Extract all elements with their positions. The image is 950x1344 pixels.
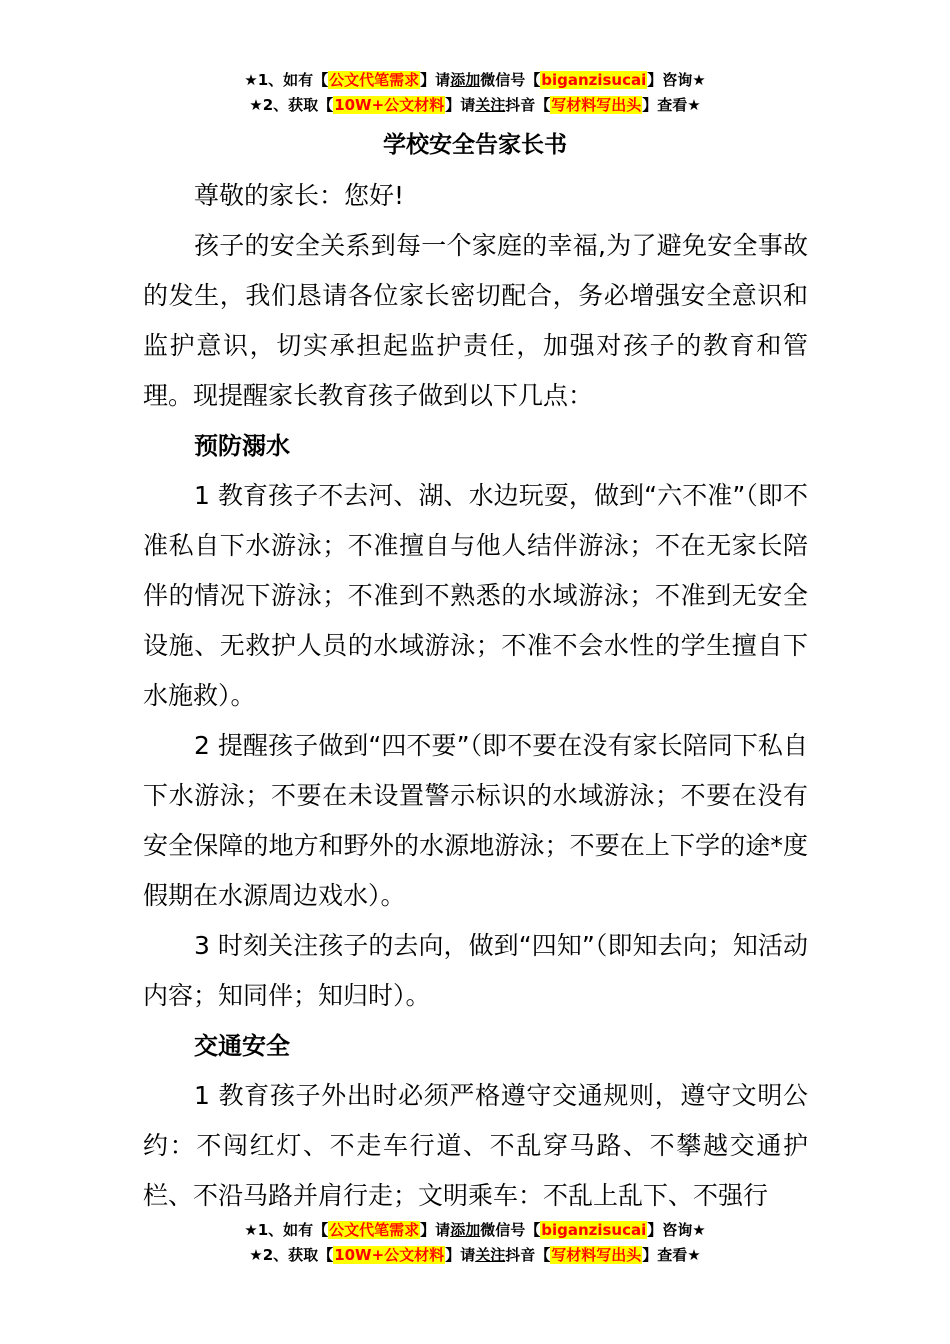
footer-highlight-service: 公文代笔需求 <box>329 1221 420 1239</box>
footer-banner-line-1: ★1、如有【公文代笔需求】请添加微信号【biganzisucai】咨询★ <box>244 1221 706 1239</box>
drowning-item-2: 2 提醒孩子做到“四不要”（即不要在没有家长陪同下私自下水游泳；不要在未设置警示标识的水域游泳；不要在没有安全保障的地方和野外的水源地游泳；不要在上下学的途*度假期在水源周边戏水）。 <box>143 731 808 910</box>
highlight-wechat-id: biganzisucai <box>541 71 647 89</box>
footer-highlight-wechat-id: biganzisucai <box>541 1221 647 1239</box>
footer-highlight-materials: 10W+公文材料 <box>334 1246 445 1264</box>
highlight-douyin-account: 写材料写出头 <box>551 96 642 114</box>
header-banner <box>0 68 950 118</box>
footer-highlight-douyin-account: 写材料写出头 <box>551 1246 642 1264</box>
banner-line-2: ★2、获取【10W+公文材料】请关注抖音【写材料写出头】查看★ <box>249 96 701 114</box>
section-heading-traffic: 交通安全 <box>194 1032 290 1060</box>
intro-paragraph: 孩子的安全关系到每一个家庭的幸福,为了避免安全事故的发生，我们恳请各位家长密切配合，务必增强安全意识和监护意识，切实承担起监护责任，加强对孩子的教育和管理。现提醒家长教育孩子做到以下几点： <box>143 231 808 410</box>
section-heading-drowning: 预防溺水 <box>194 432 290 460</box>
document-body <box>143 171 808 1221</box>
banner-line-1: ★1、如有【公文代笔需求】请添加微信号【biganzisucai】咨询★ <box>244 71 706 89</box>
footer-banner-line-2: ★2、获取【10W+公文材料】请关注抖音【写材料写出头】查看★ <box>249 1246 701 1264</box>
greeting: 尊敬的家长：您好! <box>194 181 405 210</box>
highlight-service: 公文代笔需求 <box>329 71 420 89</box>
footer-banner <box>0 1218 950 1268</box>
traffic-item-1: 1 教育孩子外出时必须严格遵守交通规则，遵守文明公约：不闯红灯、不走车行道、不乱穿马路、不攀越交通护栏、不沿马路并肩行走；文明乘车：不乱上乱下、不强行 <box>143 1081 808 1210</box>
document-title: 学校安全告家长书 <box>383 132 567 158</box>
highlight-materials: 10W+公文材料 <box>334 96 445 114</box>
drowning-item-1: 1 教育孩子不去河、湖、水边玩耍，做到“六不准”（即不准私自下水游泳；不准擅自与他人结伴游泳；不在无家长陪伴的情况下游泳；不准到不熟悉的水域游泳；不准到无安全设施、无救护人员的水域游泳；不准不会水性的学生擅自下水施救）。 <box>143 481 808 710</box>
drowning-item-3: 3 时刻关注孩子的去向，做到“四知”（即知去向；知活动内容；知同伴；知归时）。 <box>143 931 808 1010</box>
